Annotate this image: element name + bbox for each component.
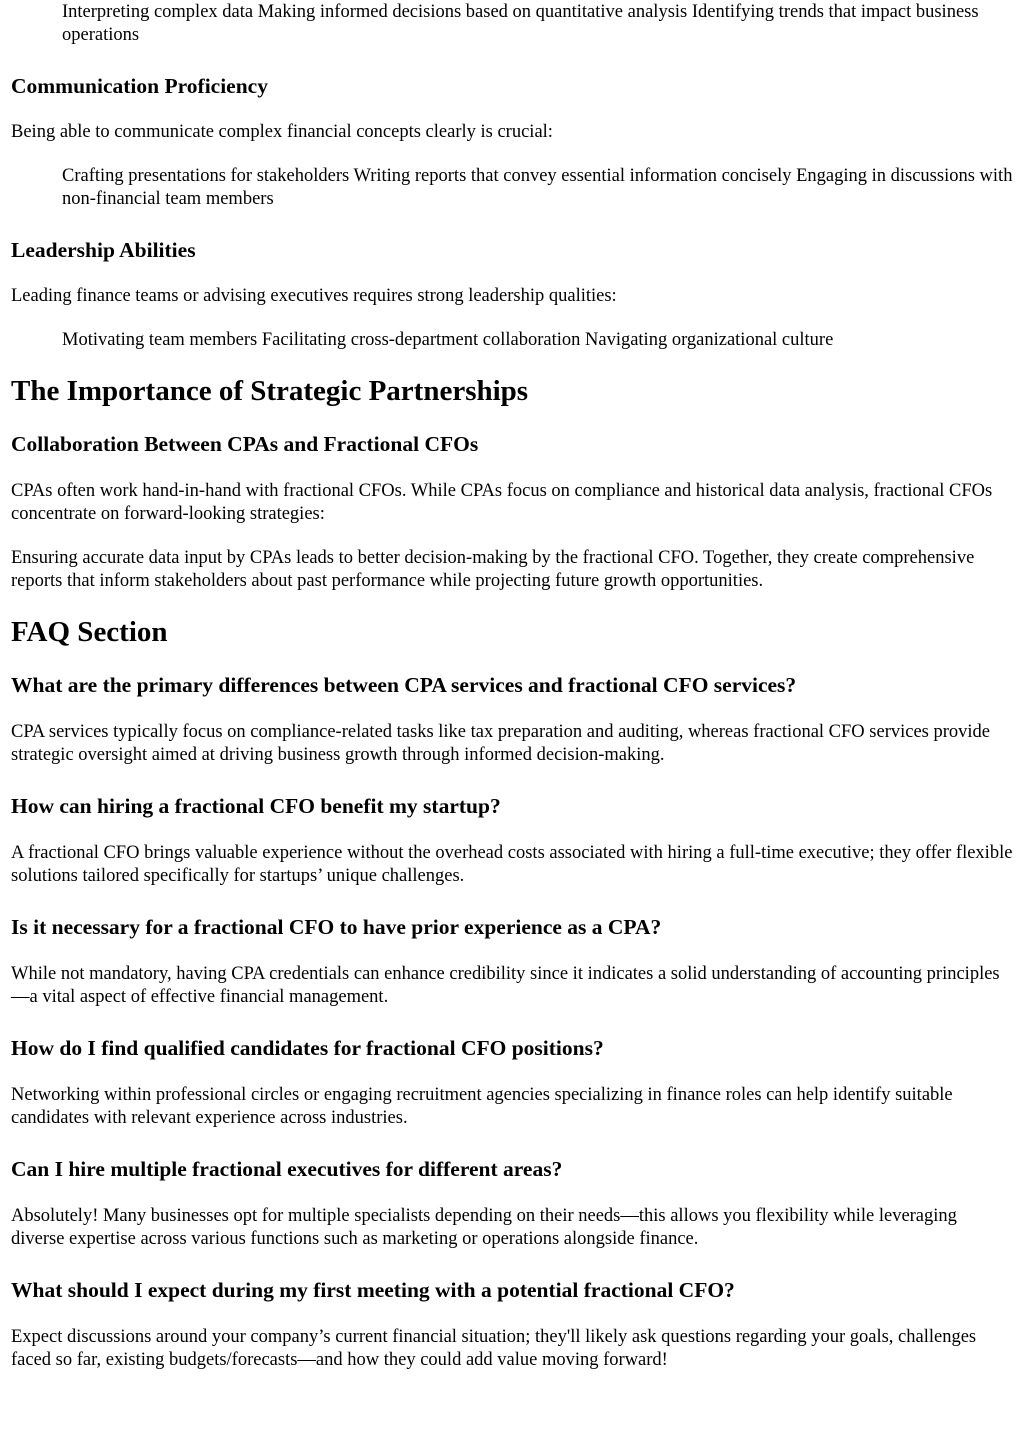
faq-answer: While not mandatory, having CPA credentials can enhance credibility since it indicates a solid understanding of accounting principles—a vital aspect of effective financial management. (11, 964, 1000, 1007)
article-body (0, 1, 1024, 1372)
faq-question: How can hiring a fractional CFO benefit my startup? (11, 794, 501, 818)
faq-list (11, 672, 1014, 1372)
faq-heading: FAQ Section (11, 616, 168, 648)
faq-answer: Expect discussions around your company’s current financial situation; they'll likely ask questions regarding your goals, challenges faced so far, existing budgets/forecasts—and how they could add value moving forward! (11, 1327, 977, 1370)
communication-list (62, 165, 1014, 211)
faq-question: Is it necessary for a fractional CFO to have prior experience as a CPA? (11, 915, 662, 939)
faq-answer: CPA services typically focus on compliance-related tasks like tax preparation and auditing, whereas fractional CFO services provide strategic oversight aimed at driving business growth through informed decision-making. (11, 722, 991, 765)
faq-question: What should I expect during my first meeting with a potential fractional CFO? (11, 1278, 735, 1302)
faq-question: What are the primary differences between CPA services and fractional CFO services? (11, 673, 797, 697)
partnerships-para-2: Ensuring accurate data input by CPAs leads to better decision-making by the fractional CFO. Together, they create comprehensive reports that inform stakeholders about past performance while projecting future growth opportunities. (11, 548, 975, 591)
communication-list-text: Crafting presentations for stakeholders Writing reports that convey essential information concisely Engaging in discussions with non-financial team members (62, 166, 1013, 209)
faq-question: Can I hire multiple fractional executives for different areas? (11, 1157, 563, 1181)
faq-question: How do I find qualified candidates for fractional CFO positions? (11, 1036, 604, 1060)
communication-lead: Being able to communicate complex financial concepts clearly is crucial: (11, 122, 553, 142)
leadership-heading: Leadership Abilities (11, 238, 196, 262)
intro-list (62, 1, 1014, 47)
faq-answer: Absolutely! Many businesses opt for multiple specialists depending on their needs—this allows you flexibility while leveraging diverse expertise across various functions such as marketing or operations alongside finance. (11, 1206, 957, 1249)
leadership-list (62, 329, 1014, 352)
partnerships-heading: The Importance of Strategic Partnerships (11, 375, 529, 407)
communication-heading: Communication Proficiency (11, 74, 268, 98)
partnerships-subheading: Collaboration Between CPAs and Fractional CFOs (11, 432, 479, 456)
partnerships-para-1: CPAs often work hand-in-hand with fractional CFOs. While CPAs focus on compliance and historical data analysis, fractional CFOs concentrate on forward-looking strategies: (11, 481, 993, 524)
leadership-list-text: Motivating team members Facilitating cross-department collaboration Navigating organizational culture (62, 330, 834, 350)
intro-list-text: Interpreting complex data Making informed decisions based on quantitative analysis Identifying trends that impact business operations (62, 2, 979, 45)
faq-answer: A fractional CFO brings valuable experience without the overhead costs associated with hiring a full-time executive; they offer flexible solutions tailored specifically for startups’ unique challenges. (11, 843, 1013, 886)
leadership-lead: Leading finance teams or advising executives requires strong leadership qualities: (11, 286, 617, 306)
faq-answer: Networking within professional circles or engaging recruitment agencies specializing in finance roles can help identify suitable candidates with relevant experience across industries. (11, 1085, 953, 1128)
